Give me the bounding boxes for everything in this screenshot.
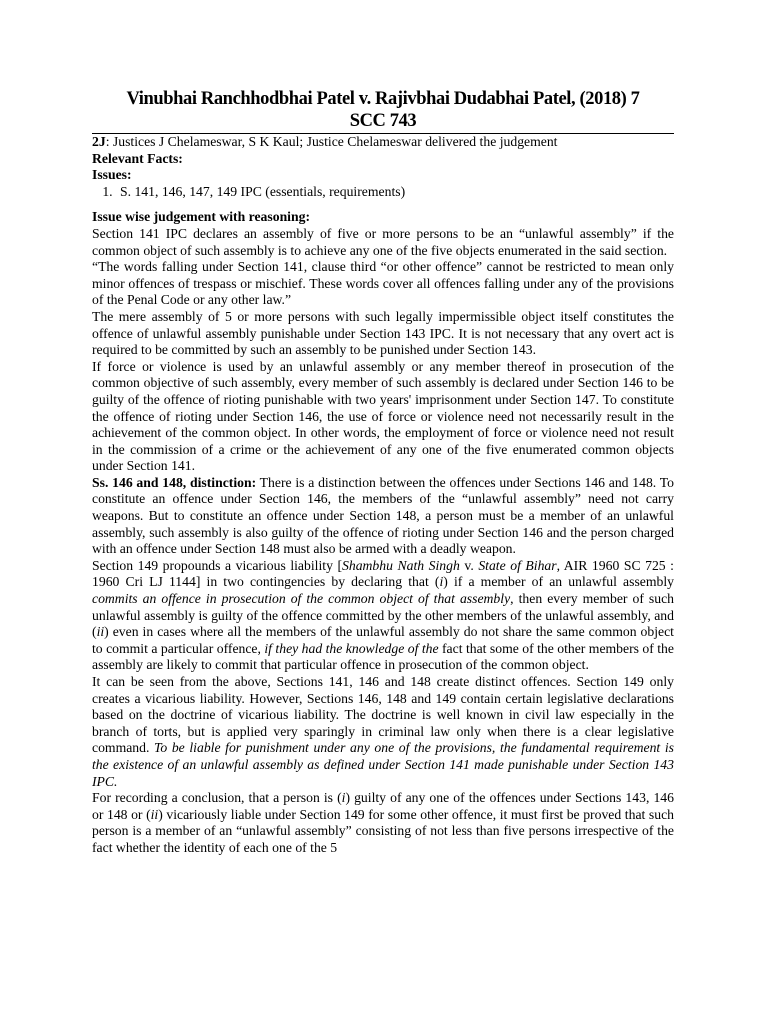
document-page: [92, 88, 674, 857]
paragraph-7: [92, 674, 674, 790]
p7-text-a: It can be seen from the above, Sections 141, 146 and 148 create distinct offences. Section 149 only creates a vicarious liability. However, Sections 146, 148 and 149 contain certain legislative declarations based on the doctrine of vicarious liability. The doctrine is well known in civil law especially in the branch of torts, but is applied very sparingly in criminal law only when there is a clear legislative command.: [92, 674, 674, 756]
bench-label: 2J: [92, 134, 106, 149]
paragraph-1: Section 141 IPC declares an assembly of five or more persons to be an “unlawful assembly” if the common object of such assembly is to achieve any one of the five objects enumerated in the said section.: [92, 225, 674, 258]
title-line-2: SCC 743: [349, 111, 417, 131]
p8-roman-i: i: [341, 790, 346, 806]
p8-roman-ii: ii: [150, 806, 159, 822]
p6-text-c: v.: [459, 557, 479, 573]
paragraph-6: [92, 558, 674, 674]
judgement-heading: Issue wise judgement with reasoning:: [92, 209, 310, 225]
paragraph-5-heading: Ss. 146 and 148, distinction:: [92, 474, 257, 490]
p6-italic-phrase-2: if they had the knowledge of the: [264, 640, 439, 656]
relevant-facts-heading: Relevant Facts:: [92, 150, 183, 166]
p6-case-name-2: State of Bihar: [478, 557, 557, 573]
paragraph-5-text: There is a distinction between the offences under Sections 146 and 148. To constitute an offence under Section 146, the members of the “unlawful assembly” need not carry weapons. But to constitute an offence under Section 148, a person must be a member of an unlawful assembly, such assembly is also guilty of the offence of rioting under Section 146 and the person charged with an offence under Section 148 must also be armed with a deadly weapon.: [92, 474, 674, 557]
document-title: [92, 88, 674, 132]
paragraph-5: [92, 475, 674, 558]
bench-text: : Justices J Chelameswar, S K Kaul; Justice Chelameswar delivered the judgement: [105, 134, 558, 149]
paragraph-2: “The words falling under Section 141, clause third “or other offence” cannot be restricted to mean only minor offences of trespass or mischief. These words cover all offences falling under any of the provisions of the Penal Code or any other law.”: [92, 259, 674, 308]
p6-text-e: , AIR 1960 SC 725 : 1960 Cri LJ 1144] in two contingencies by declaring that (: [92, 557, 674, 590]
p6-text-l: ) even in cases where all the members of the unlawful assembly do not share the same common object to commit a particular offence,: [92, 624, 674, 656]
p6-case-name-1: Shambhu Nath Singh: [342, 557, 460, 573]
paragraph-8: [92, 790, 674, 856]
issue-item: 1. S. 141, 146, 147, 149 IPC (essentials, requirements): [116, 184, 674, 201]
issues-heading: Issues:: [92, 167, 132, 183]
p6-roman-i: i: [439, 574, 444, 590]
bench-line: [92, 134, 674, 151]
p8-text-a: For recording a conclusion, that a person is (: [92, 790, 342, 806]
p7-italic-conclusion: To be liable for punishment under any one of the provisions, the fundamental requirement is the existence of an unlawful assembly as defined under Section 141 made punishable under Section 143 IPC.: [92, 740, 674, 789]
paragraph-4: If force or violence is used by an unlawful assembly or any member thereof in prosecution of the common objective of such assembly, every member of such assembly is declared under Section 146 to be guilty of the offence of rioting punishable with two years' imprisonment under Section 147. To constitute the offence of rioting under Section 146, the use of force or violence need not necessarily result in the achievement of the common object. In other words, the employment of force or violence need not result in the commission of a crime or the achievement of any one of the five enumerated common objects under Section 141.: [92, 358, 674, 474]
p6-text-a: Section 149 propounds a vicarious liability [: [92, 557, 343, 573]
p6-text-n: fact that some of the other members of the assembly are likely to commit that particular offence in prosecution of the common object.: [92, 640, 674, 673]
p6-text-g: ) if a member of an unlawful assembly: [443, 574, 674, 590]
p8-text-c: ) guilty of any one of the offences under Sections 143, 146 or 148 or (: [92, 790, 674, 822]
paragraph-3: The mere assembly of 5 or more persons with such legally impermissible object itself constitutes the offence of unlawful assembly punishable under Section 143 IPC. It is not necessary that any overt act is required to be committed by such an assembly to be punished under Section 143.: [92, 308, 674, 358]
title-line-1: Vinubhai Ranchhodbhai Patel v. Rajivbhai Dudabhai Patel, (2018) 7: [126, 89, 640, 109]
p8-text-e: ) vicariously liable under Section 149 for some other offence, it must first be proved that such person is a member of an “unlawful assembly” consisting of not less than five persons irrespective of the fact whether the identity of each one of the 5: [92, 806, 674, 855]
p6-italic-phrase-1: commits an offence in prosecution of the common object of that assembly: [92, 591, 511, 607]
issues-list: [92, 184, 674, 201]
p6-text-j: , then every member of such unlawful assembly is guilty of the offence committed by the other members of the unlawful assembly, and (: [92, 591, 674, 640]
p6-roman-ii: ii: [96, 624, 105, 640]
